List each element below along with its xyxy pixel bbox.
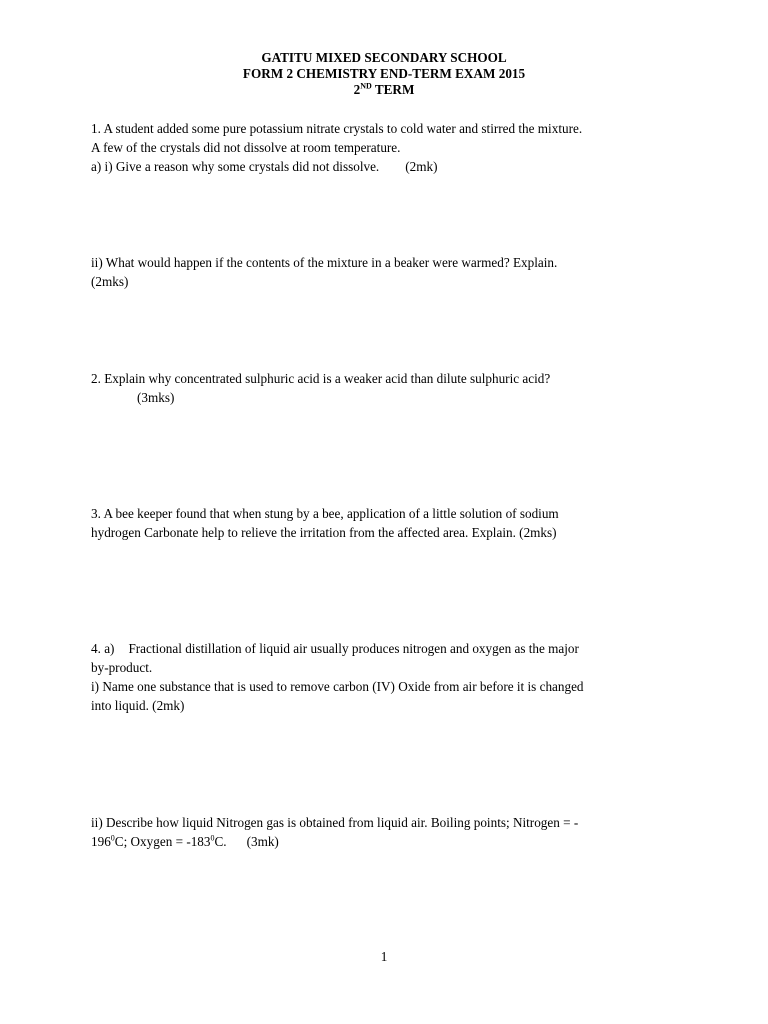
q4-part-ii-line-1: ii) Describe how liquid Nitrogen gas is obtained from liquid air. Boiling points; Nitrogen = -	[91, 815, 579, 830]
q4-part-i-line-2: into liquid. (2mk)	[91, 698, 185, 713]
term-number: 2	[353, 82, 361, 97]
q4-line-1	[91, 639, 681, 658]
question-4-part-ii	[91, 813, 681, 851]
q1-part-a	[91, 157, 681, 176]
question-4	[91, 639, 681, 715]
exam-term	[0, 82, 768, 98]
degree-sup-1: 0	[110, 833, 115, 843]
q4-part-ii-line-2	[91, 832, 681, 851]
question-1	[91, 119, 681, 176]
q1-line-1: 1. A student added some pure potassium nitrate crystals to cold water and stirred the mixture.	[91, 121, 583, 136]
q1-line-2: A few of the crystals did not dissolve at room temperature.	[91, 140, 401, 155]
q4-line-1-text: Fractional distillation of liquid air usually produces nitrogen and oxygen as the major	[128, 641, 579, 656]
q4-label: 4. a)	[91, 641, 115, 656]
page-number: 1	[380, 949, 388, 964]
q1-part-a-text: a) i) Give a reason why some crystals did not dissolve.	[91, 159, 380, 174]
question-1-part-ii	[91, 253, 681, 291]
question-3	[91, 504, 681, 542]
q1-part-a-marks: (2mk)	[405, 159, 438, 174]
oxygen-bp-text: C; Oxygen = -183	[114, 834, 211, 849]
school-name: GATITU MIXED SECONDARY SCHOOL	[261, 50, 507, 65]
question-2	[91, 369, 681, 407]
nitrogen-bp-value: 196	[91, 834, 111, 849]
q2-marks: (3mks)	[137, 390, 175, 405]
q3-line-1: 3. A bee keeper found that when stung by a bee, application of a little solution of sodium	[91, 506, 559, 521]
q4-part-ii-marks: (3mk)	[246, 834, 279, 849]
term-word: TERM	[371, 82, 415, 97]
degree-sup-2: 0	[210, 833, 215, 843]
term-superscript: ND	[360, 81, 372, 91]
q4-line-2: by-product.	[91, 660, 153, 675]
exam-header	[0, 50, 768, 98]
q4-part-i-line-1: i) Name one substance that is used to remove carbon (IV) Oxide from air before it is changed	[91, 679, 584, 694]
celsius-end: C.	[214, 834, 227, 849]
q3-line-2: hydrogen Carbonate help to relieve the irritation from the affected area. Explain. (2mks)	[91, 525, 557, 540]
exam-title: FORM 2 CHEMISTRY END-TERM EXAM 2015	[242, 66, 526, 81]
q2-text: 2. Explain why concentrated sulphuric acid is a weaker acid than dilute sulphuric acid?	[91, 371, 551, 386]
q1-part-ii-marks: (2mks)	[91, 274, 129, 289]
q1-part-ii-text: ii) What would happen if the contents of the mixture in a beaker were warmed? Explain.	[91, 255, 558, 270]
